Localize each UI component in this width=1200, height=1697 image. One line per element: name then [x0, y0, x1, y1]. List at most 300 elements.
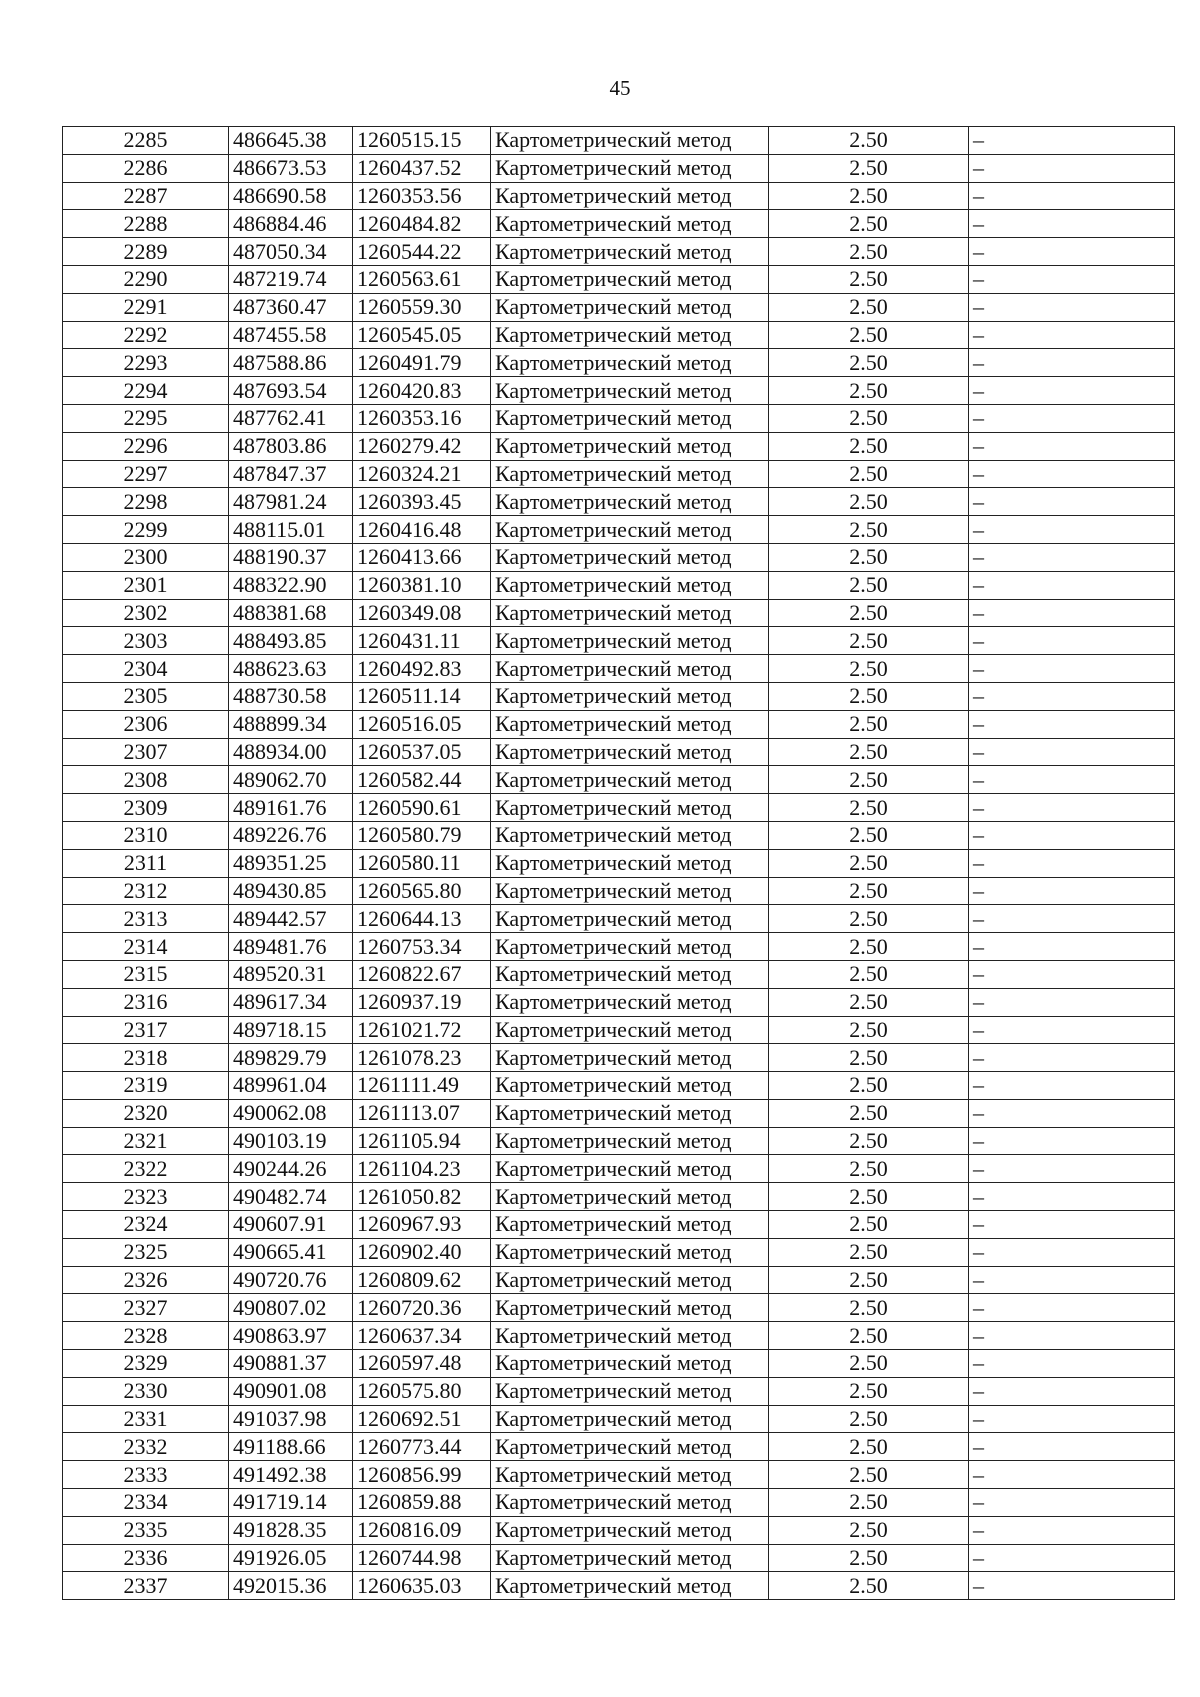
x-coordinate-cell: 489617.34 [229, 988, 353, 1016]
x-coordinate-cell: 487588.86 [229, 349, 353, 377]
table-row [63, 988, 1175, 1016]
point-number-cell: 2305 [63, 682, 229, 710]
x-coordinate-cell: 488493.85 [229, 627, 353, 655]
table-row [63, 794, 1175, 822]
table-row [63, 1211, 1175, 1239]
note-cell: – [969, 1072, 1175, 1100]
point-number-cell: 2336 [63, 1544, 229, 1572]
accuracy-cell: 2.50 [769, 488, 969, 516]
y-coordinate-cell: 1260753.34 [353, 933, 491, 961]
method-cell: Картометрический метод [491, 682, 769, 710]
accuracy-cell: 2.50 [769, 933, 969, 961]
x-coordinate-cell: 489430.85 [229, 877, 353, 905]
y-coordinate-cell: 1260902.40 [353, 1238, 491, 1266]
note-cell: – [969, 1127, 1175, 1155]
method-cell: Картометрический метод [491, 460, 769, 488]
point-number-cell: 2303 [63, 627, 229, 655]
y-coordinate-cell: 1260492.83 [353, 655, 491, 683]
point-number-cell: 2292 [63, 321, 229, 349]
x-coordinate-cell: 490901.08 [229, 1377, 353, 1405]
point-number-cell: 2291 [63, 293, 229, 321]
x-coordinate-cell: 489351.25 [229, 849, 353, 877]
y-coordinate-cell: 1260580.79 [353, 821, 491, 849]
table-row [63, 377, 1175, 405]
point-number-cell: 2327 [63, 1294, 229, 1322]
method-cell: Картометрический метод [491, 599, 769, 627]
y-coordinate-cell: 1260822.67 [353, 960, 491, 988]
y-coordinate-cell: 1260484.82 [353, 210, 491, 238]
y-coordinate-cell: 1260515.15 [353, 127, 491, 155]
method-cell: Картометрический метод [491, 1544, 769, 1572]
x-coordinate-cell: 486645.38 [229, 127, 353, 155]
method-cell: Картометрический метод [491, 321, 769, 349]
accuracy-cell: 2.50 [769, 849, 969, 877]
page-number: 45 [609, 76, 631, 100]
accuracy-cell: 2.50 [769, 1238, 969, 1266]
table-row [63, 127, 1175, 155]
y-coordinate-cell: 1260491.79 [353, 349, 491, 377]
y-coordinate-cell: 1260590.61 [353, 794, 491, 822]
accuracy-cell: 2.50 [769, 377, 969, 405]
note-cell: – [969, 1544, 1175, 1572]
point-number-cell: 2294 [63, 377, 229, 405]
point-number-cell: 2310 [63, 821, 229, 849]
method-cell: Картометрический метод [491, 794, 769, 822]
accuracy-cell: 2.50 [769, 1072, 969, 1100]
method-cell: Картометрический метод [491, 627, 769, 655]
accuracy-cell: 2.50 [769, 1433, 969, 1461]
x-coordinate-cell: 487050.34 [229, 238, 353, 266]
note-cell: – [969, 960, 1175, 988]
y-coordinate-cell: 1260393.45 [353, 488, 491, 516]
table-row [63, 1489, 1175, 1517]
note-cell: – [969, 1238, 1175, 1266]
x-coordinate-cell: 487847.37 [229, 460, 353, 488]
table-row [63, 710, 1175, 738]
y-coordinate-cell: 1260575.80 [353, 1377, 491, 1405]
y-coordinate-cell: 1260859.88 [353, 1489, 491, 1517]
point-number-cell: 2324 [63, 1211, 229, 1239]
y-coordinate-cell: 1260349.08 [353, 599, 491, 627]
accuracy-cell: 2.50 [769, 1461, 969, 1489]
table-row [63, 1322, 1175, 1350]
method-cell: Картометрический метод [491, 1266, 769, 1294]
x-coordinate-cell: 492015.36 [229, 1572, 353, 1600]
accuracy-cell: 2.50 [769, 1516, 969, 1544]
method-cell: Картометрический метод [491, 293, 769, 321]
point-number-cell: 2296 [63, 432, 229, 460]
table-row [63, 766, 1175, 794]
method-cell: Картометрический метод [491, 1294, 769, 1322]
accuracy-cell: 2.50 [769, 905, 969, 933]
x-coordinate-cell: 488381.68 [229, 599, 353, 627]
x-coordinate-cell: 490720.76 [229, 1266, 353, 1294]
note-cell: – [969, 933, 1175, 961]
method-cell: Картометрический метод [491, 849, 769, 877]
method-cell: Картометрический метод [491, 1433, 769, 1461]
point-number-cell: 2313 [63, 905, 229, 933]
note-cell: – [969, 877, 1175, 905]
method-cell: Картометрический метод [491, 1405, 769, 1433]
point-number-cell: 2311 [63, 849, 229, 877]
point-number-cell: 2301 [63, 571, 229, 599]
x-coordinate-cell: 490607.91 [229, 1211, 353, 1239]
table-row [63, 1072, 1175, 1100]
table-row [63, 682, 1175, 710]
y-coordinate-cell: 1260431.11 [353, 627, 491, 655]
x-coordinate-cell: 488623.63 [229, 655, 353, 683]
point-number-cell: 2330 [63, 1377, 229, 1405]
x-coordinate-cell: 486690.58 [229, 182, 353, 210]
note-cell: – [969, 1572, 1175, 1600]
table-row [63, 1433, 1175, 1461]
accuracy-cell: 2.50 [769, 1489, 969, 1517]
accuracy-cell: 2.50 [769, 1294, 969, 1322]
x-coordinate-cell: 488899.34 [229, 710, 353, 738]
point-number-cell: 2329 [63, 1350, 229, 1378]
y-coordinate-cell: 1261111.49 [353, 1072, 491, 1100]
note-cell: – [969, 710, 1175, 738]
note-cell: – [969, 1266, 1175, 1294]
method-cell: Картометрический метод [491, 1099, 769, 1127]
accuracy-cell: 2.50 [769, 1544, 969, 1572]
y-coordinate-cell: 1260856.99 [353, 1461, 491, 1489]
accuracy-cell: 2.50 [769, 877, 969, 905]
accuracy-cell: 2.50 [769, 1405, 969, 1433]
x-coordinate-cell: 490062.08 [229, 1099, 353, 1127]
y-coordinate-cell: 1261050.82 [353, 1183, 491, 1211]
point-number-cell: 2304 [63, 655, 229, 683]
method-cell: Картометрический метод [491, 404, 769, 432]
accuracy-cell: 2.50 [769, 1572, 969, 1600]
note-cell: – [969, 460, 1175, 488]
x-coordinate-cell: 489520.31 [229, 960, 353, 988]
point-number-cell: 2298 [63, 488, 229, 516]
point-number-cell: 2319 [63, 1072, 229, 1100]
note-cell: – [969, 571, 1175, 599]
x-coordinate-cell: 487693.54 [229, 377, 353, 405]
table-row [63, 738, 1175, 766]
accuracy-cell: 2.50 [769, 543, 969, 571]
method-cell: Картометрический метод [491, 516, 769, 544]
accuracy-cell: 2.50 [769, 516, 969, 544]
table-row [63, 460, 1175, 488]
note-cell: – [969, 627, 1175, 655]
x-coordinate-cell: 489226.76 [229, 821, 353, 849]
x-coordinate-cell: 491037.98 [229, 1405, 353, 1433]
x-coordinate-cell: 486673.53 [229, 154, 353, 182]
table-row [63, 1294, 1175, 1322]
method-cell: Картометрический метод [491, 1572, 769, 1600]
accuracy-cell: 2.50 [769, 1155, 969, 1183]
note-cell: – [969, 210, 1175, 238]
accuracy-cell: 2.50 [769, 599, 969, 627]
y-coordinate-cell: 1260559.30 [353, 293, 491, 321]
note-cell: – [969, 988, 1175, 1016]
note-cell: – [969, 349, 1175, 377]
y-coordinate-cell: 1261105.94 [353, 1127, 491, 1155]
method-cell: Картометрический метод [491, 1461, 769, 1489]
table-row [63, 877, 1175, 905]
point-number-cell: 2328 [63, 1322, 229, 1350]
point-number-cell: 2288 [63, 210, 229, 238]
y-coordinate-cell: 1260937.19 [353, 988, 491, 1016]
accuracy-cell: 2.50 [769, 988, 969, 1016]
y-coordinate-cell: 1260773.44 [353, 1433, 491, 1461]
x-coordinate-cell: 488115.01 [229, 516, 353, 544]
accuracy-cell: 2.50 [769, 960, 969, 988]
note-cell: – [969, 1516, 1175, 1544]
y-coordinate-cell: 1260580.11 [353, 849, 491, 877]
note-cell: – [969, 682, 1175, 710]
point-number-cell: 2331 [63, 1405, 229, 1433]
table-row [63, 516, 1175, 544]
y-coordinate-cell: 1260692.51 [353, 1405, 491, 1433]
note-cell: – [969, 849, 1175, 877]
x-coordinate-cell: 491492.38 [229, 1461, 353, 1489]
accuracy-cell: 2.50 [769, 321, 969, 349]
x-coordinate-cell: 490807.02 [229, 1294, 353, 1322]
table-row [63, 404, 1175, 432]
accuracy-cell: 2.50 [769, 655, 969, 683]
method-cell: Картометрический метод [491, 571, 769, 599]
note-cell: – [969, 1183, 1175, 1211]
coordinates-table [62, 126, 1175, 1600]
x-coordinate-cell: 487219.74 [229, 265, 353, 293]
method-cell: Картометрический метод [491, 1350, 769, 1378]
point-number-cell: 2308 [63, 766, 229, 794]
point-number-cell: 2286 [63, 154, 229, 182]
table-row [63, 571, 1175, 599]
note-cell: – [969, 1433, 1175, 1461]
note-cell: – [969, 488, 1175, 516]
accuracy-cell: 2.50 [769, 627, 969, 655]
point-number-cell: 2323 [63, 1183, 229, 1211]
method-cell: Картометрический метод [491, 1377, 769, 1405]
note-cell: – [969, 432, 1175, 460]
accuracy-cell: 2.50 [769, 1377, 969, 1405]
accuracy-cell: 2.50 [769, 210, 969, 238]
accuracy-cell: 2.50 [769, 1266, 969, 1294]
y-coordinate-cell: 1261104.23 [353, 1155, 491, 1183]
accuracy-cell: 2.50 [769, 1044, 969, 1072]
y-coordinate-cell: 1260545.05 [353, 321, 491, 349]
y-coordinate-cell: 1261113.07 [353, 1099, 491, 1127]
table-row [63, 1016, 1175, 1044]
method-cell: Картометрический метод [491, 1183, 769, 1211]
y-coordinate-cell: 1260353.16 [353, 404, 491, 432]
point-number-cell: 2300 [63, 543, 229, 571]
accuracy-cell: 2.50 [769, 821, 969, 849]
y-coordinate-cell: 1260635.03 [353, 1572, 491, 1600]
note-cell: – [969, 543, 1175, 571]
method-cell: Картометрический метод [491, 821, 769, 849]
accuracy-cell: 2.50 [769, 1322, 969, 1350]
x-coordinate-cell: 491719.14 [229, 1489, 353, 1517]
method-cell: Картометрический метод [491, 905, 769, 933]
table-row [63, 599, 1175, 627]
note-cell: – [969, 321, 1175, 349]
accuracy-cell: 2.50 [769, 127, 969, 155]
note-cell: – [969, 377, 1175, 405]
point-number-cell: 2290 [63, 265, 229, 293]
x-coordinate-cell: 490665.41 [229, 1238, 353, 1266]
note-cell: – [969, 1294, 1175, 1322]
table-row [63, 821, 1175, 849]
note-cell: – [969, 766, 1175, 794]
method-cell: Картометрический метод [491, 988, 769, 1016]
accuracy-cell: 2.50 [769, 1099, 969, 1127]
x-coordinate-cell: 488730.58 [229, 682, 353, 710]
method-cell: Картометрический метод [491, 1127, 769, 1155]
x-coordinate-cell: 489062.70 [229, 766, 353, 794]
x-coordinate-cell: 491828.35 [229, 1516, 353, 1544]
point-number-cell: 2289 [63, 238, 229, 266]
accuracy-cell: 2.50 [769, 794, 969, 822]
method-cell: Картометрический метод [491, 1322, 769, 1350]
x-coordinate-cell: 490482.74 [229, 1183, 353, 1211]
method-cell: Картометрический метод [491, 766, 769, 794]
point-number-cell: 2299 [63, 516, 229, 544]
note-cell: – [969, 1322, 1175, 1350]
note-cell: – [969, 154, 1175, 182]
point-number-cell: 2315 [63, 960, 229, 988]
note-cell: – [969, 1405, 1175, 1433]
y-coordinate-cell: 1260565.80 [353, 877, 491, 905]
note-cell: – [969, 905, 1175, 933]
coordinates-table-body [63, 127, 1175, 1600]
accuracy-cell: 2.50 [769, 738, 969, 766]
point-number-cell: 2317 [63, 1016, 229, 1044]
method-cell: Картометрический метод [491, 265, 769, 293]
point-number-cell: 2307 [63, 738, 229, 766]
accuracy-cell: 2.50 [769, 571, 969, 599]
accuracy-cell: 2.50 [769, 432, 969, 460]
y-coordinate-cell: 1260720.36 [353, 1294, 491, 1322]
x-coordinate-cell: 491926.05 [229, 1544, 353, 1572]
table-row [63, 655, 1175, 683]
method-cell: Картометрический метод [491, 933, 769, 961]
point-number-cell: 2321 [63, 1127, 229, 1155]
note-cell: – [969, 794, 1175, 822]
point-number-cell: 2333 [63, 1461, 229, 1489]
y-coordinate-cell: 1261021.72 [353, 1016, 491, 1044]
point-number-cell: 2309 [63, 794, 229, 822]
note-cell: – [969, 182, 1175, 210]
x-coordinate-cell: 490244.26 [229, 1155, 353, 1183]
table-row [63, 543, 1175, 571]
point-number-cell: 2320 [63, 1099, 229, 1127]
method-cell: Картометрический метод [491, 877, 769, 905]
note-cell: – [969, 238, 1175, 266]
point-number-cell: 2285 [63, 127, 229, 155]
table-row [63, 1127, 1175, 1155]
note-cell: – [969, 1016, 1175, 1044]
x-coordinate-cell: 489829.79 [229, 1044, 353, 1072]
point-number-cell: 2312 [63, 877, 229, 905]
method-cell: Картометрический метод [491, 1211, 769, 1239]
point-number-cell: 2297 [63, 460, 229, 488]
method-cell: Картометрический метод [491, 488, 769, 516]
point-number-cell: 2302 [63, 599, 229, 627]
note-cell: – [969, 1461, 1175, 1489]
note-cell: – [969, 516, 1175, 544]
method-cell: Картометрический метод [491, 960, 769, 988]
y-coordinate-cell: 1260413.66 [353, 543, 491, 571]
table-row [63, 1266, 1175, 1294]
note-cell: – [969, 821, 1175, 849]
method-cell: Картометрический метод [491, 1072, 769, 1100]
table-row [63, 238, 1175, 266]
note-cell: – [969, 1377, 1175, 1405]
accuracy-cell: 2.50 [769, 404, 969, 432]
table-row [63, 627, 1175, 655]
note-cell: – [969, 293, 1175, 321]
table-row [63, 1099, 1175, 1127]
table-row [63, 1405, 1175, 1433]
y-coordinate-cell: 1260279.42 [353, 432, 491, 460]
method-cell: Картометрический метод [491, 127, 769, 155]
method-cell: Картометрический метод [491, 710, 769, 738]
note-cell: – [969, 127, 1175, 155]
x-coordinate-cell: 487455.58 [229, 321, 353, 349]
table-row [63, 1516, 1175, 1544]
method-cell: Картометрический метод [491, 1155, 769, 1183]
note-cell: – [969, 265, 1175, 293]
x-coordinate-cell: 487360.47 [229, 293, 353, 321]
method-cell: Картометрический метод [491, 655, 769, 683]
y-coordinate-cell: 1260637.34 [353, 1322, 491, 1350]
accuracy-cell: 2.50 [769, 293, 969, 321]
accuracy-cell: 2.50 [769, 349, 969, 377]
point-number-cell: 2325 [63, 1238, 229, 1266]
x-coordinate-cell: 487762.41 [229, 404, 353, 432]
table-row [63, 349, 1175, 377]
method-cell: Картометрический метод [491, 543, 769, 571]
note-cell: – [969, 1489, 1175, 1517]
x-coordinate-cell: 488934.00 [229, 738, 353, 766]
method-cell: Картометрический метод [491, 1044, 769, 1072]
table-row [63, 1183, 1175, 1211]
x-coordinate-cell: 489481.76 [229, 933, 353, 961]
note-cell: – [969, 1044, 1175, 1072]
y-coordinate-cell: 1260416.48 [353, 516, 491, 544]
accuracy-cell: 2.50 [769, 1016, 969, 1044]
table-row [63, 432, 1175, 460]
table-row [63, 1461, 1175, 1489]
y-coordinate-cell: 1260381.10 [353, 571, 491, 599]
method-cell: Картометрический метод [491, 210, 769, 238]
table-row [63, 1544, 1175, 1572]
point-number-cell: 2316 [63, 988, 229, 1016]
y-coordinate-cell: 1260353.56 [353, 182, 491, 210]
y-coordinate-cell: 1260809.62 [353, 1266, 491, 1294]
table-row [63, 1350, 1175, 1378]
table-row [63, 1155, 1175, 1183]
y-coordinate-cell: 1260582.44 [353, 766, 491, 794]
accuracy-cell: 2.50 [769, 265, 969, 293]
method-cell: Картометрический метод [491, 154, 769, 182]
y-coordinate-cell: 1260563.61 [353, 265, 491, 293]
accuracy-cell: 2.50 [769, 460, 969, 488]
accuracy-cell: 2.50 [769, 682, 969, 710]
accuracy-cell: 2.50 [769, 766, 969, 794]
accuracy-cell: 2.50 [769, 238, 969, 266]
y-coordinate-cell: 1260516.05 [353, 710, 491, 738]
accuracy-cell: 2.50 [769, 1211, 969, 1239]
note-cell: – [969, 599, 1175, 627]
x-coordinate-cell: 489442.57 [229, 905, 353, 933]
